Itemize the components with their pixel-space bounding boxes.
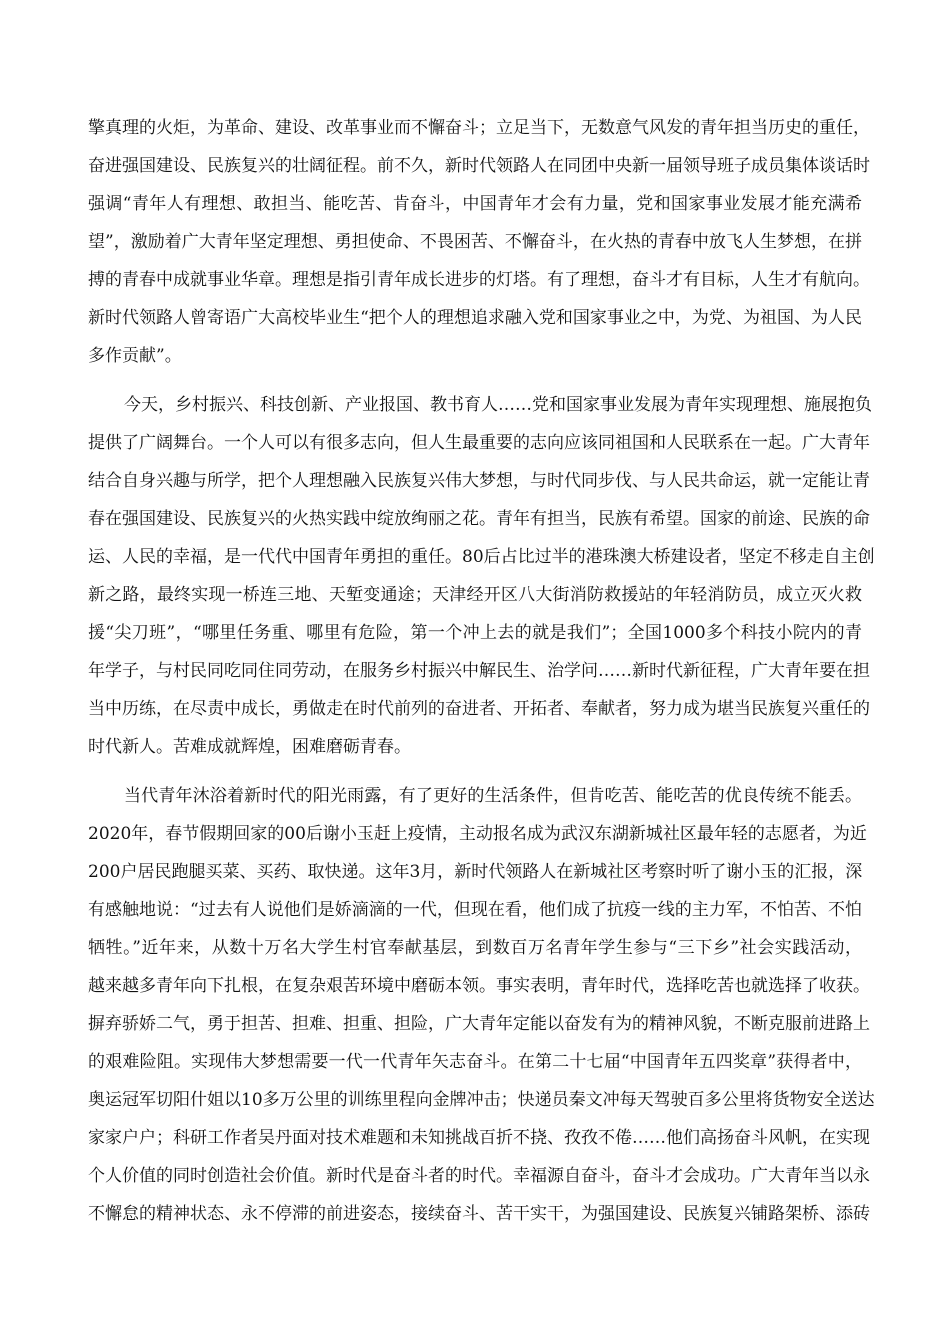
- text-line: 摒弃骄娇二气，勇于担苦、担难、担重、担险，广大青年定能以奋发有为的精神风貌，不断克服前进路上: [88, 1014, 870, 1034]
- text-line: 200户居民跑腿买菜、买药、取快递。这年3月，新时代领路人在新城社区考察时听了谢小玉的汇报，深: [88, 862, 863, 882]
- text-line: 新时代领路人曾寄语广大高校毕业生“把个人的理想追求融入党和国家事业之中，为党、为祖国、为人民: [88, 308, 862, 328]
- text-line: 有感触地说：“过去有人说他们是娇滴滴的一代，但现在看，他们成了抗疫一线的主力军，不怕苦、不怕: [88, 900, 862, 920]
- text-line: 牺牲。”近年来，从数十万名大学生村官奉献基层，到数百万名青年学生参与“三下乡”社会实践活动，: [88, 938, 862, 958]
- text-line: 新之路，最终实现一桥连三地、天堑变通途；天津经开区八大街消防救援站的年轻消防员，成立灭火救: [88, 585, 862, 605]
- text-line: 结合自身兴趣与所学，把个人理想融入民族复兴伟大梦想，与时代同步伐、与人民共命运，就一定能让青: [88, 471, 870, 491]
- text-line: 家家户户；科研工作者吴丹面对技术难题和未知挑战百折不挠、孜孜不倦……他们高扬奋斗风帆，在实现: [88, 1128, 870, 1148]
- text-line: 提供了广阔舞台。一个人可以有很多志向，但人生最重要的志向应该同祖国和人民联系在一起。广大青年: [88, 433, 870, 453]
- text-line: 奥运冠军切阳什姐以10多万公里的训练里程向金牌冲击；快递员秦文冲每天驾驶百多公里将货物安全送达: [88, 1090, 875, 1110]
- document-page: [88, 115, 875, 1250]
- text-line: 当代青年沐浴着新时代的阳光雨露，有了更好的生活条件，但肯吃苦、能吃苦的优良传统不能丢。: [124, 786, 862, 806]
- text-line: 望”，激励着广大青年坚定理想、勇担使命、不畏困苦、不懈奋斗，在火热的青春中放飞人生梦想，在拼: [88, 232, 862, 252]
- text-line: 不懈怠的精神状态、永不停滞的前进姿态，接续奋斗、苦干实干，为强国建设、民族复兴铺路架桥、添砖: [88, 1204, 870, 1224]
- text-line: 强调“青年人有理想、敢担当、能吃苦、肯奋斗，中国青年才会有力量，党和国家事业发展才能充满希: [88, 194, 862, 214]
- text-line: 运、人民的幸福，是一代代中国青年勇担的重任。80后占比过半的港珠澳大桥建设者，坚定不移走自主创: [88, 547, 875, 567]
- text-line: 春在强国建设、民族复兴的火热实践中绽放绚丽之花。青年有担当，民族有希望。国家的前途、民族的命: [88, 509, 870, 529]
- paragraph: [88, 392, 875, 772]
- text-line: 越来越多青年向下扎根，在复杂艰苦环境中磨砺本领。事实表明，青年时代，选择吃苦也就选择了收获。: [88, 976, 870, 996]
- text-line: 年学子，与村民同吃同住同劳动，在服务乡村振兴中解民生、治学问……新时代新征程，广大青年要在担: [88, 661, 870, 681]
- text-line: 援“尖刀班”，“哪里任务重、哪里有危险，第一个冲上去的就是我们”；全国1000多个科技小院内的青: [88, 623, 862, 643]
- text-line: 今天，乡村振兴、科技创新、产业报国、教书育人……党和国家事业发展为青年实现理想、施展抱负: [124, 395, 872, 415]
- text-line: 奋进强国建设、民族复兴的壮阔征程。前不久，新时代领路人在同团中央新一届领导班子成员集体谈话时: [88, 156, 870, 176]
- text-line: 的艰难险阻。实现伟大梦想需要一代一代青年矢志奋斗。在第二十七届“中国青年五四奖章”获得者中，: [88, 1052, 862, 1072]
- paragraph: [88, 115, 870, 381]
- text-line: 时代新人。苦难成就辉煌，困难磨砺青春。: [88, 737, 411, 757]
- text-line: 多作贡献”。: [88, 346, 182, 366]
- text-line: 2020年，春节假期回家的00后谢小玉赶上疫情，主动报名成为武汉东湖新城社区最年轻的志愿者，为近: [88, 824, 867, 844]
- text-line: 个人价值的同时创造社会价值。新时代是奋斗者的时代。幸福源自奋斗，奋斗才会成功。广大青年当以永: [88, 1166, 870, 1186]
- text-line: 当中历练，在尽责中成长，勇做走在时代前列的奋进者、开拓者、奉献者，努力成为堪当民族复兴重任的: [88, 699, 870, 719]
- text-line: 搏的青春中成就事业华章。理想是指引青年成长进步的灯塔。有了理想，奋斗才有目标，人生才有航向。: [88, 270, 870, 290]
- paragraph: [88, 783, 875, 1239]
- text-line: 擎真理的火炬，为革命、建设、改革事业而不懈奋斗；立足当下，无数意气风发的青年担当历史的重任，: [88, 118, 870, 138]
